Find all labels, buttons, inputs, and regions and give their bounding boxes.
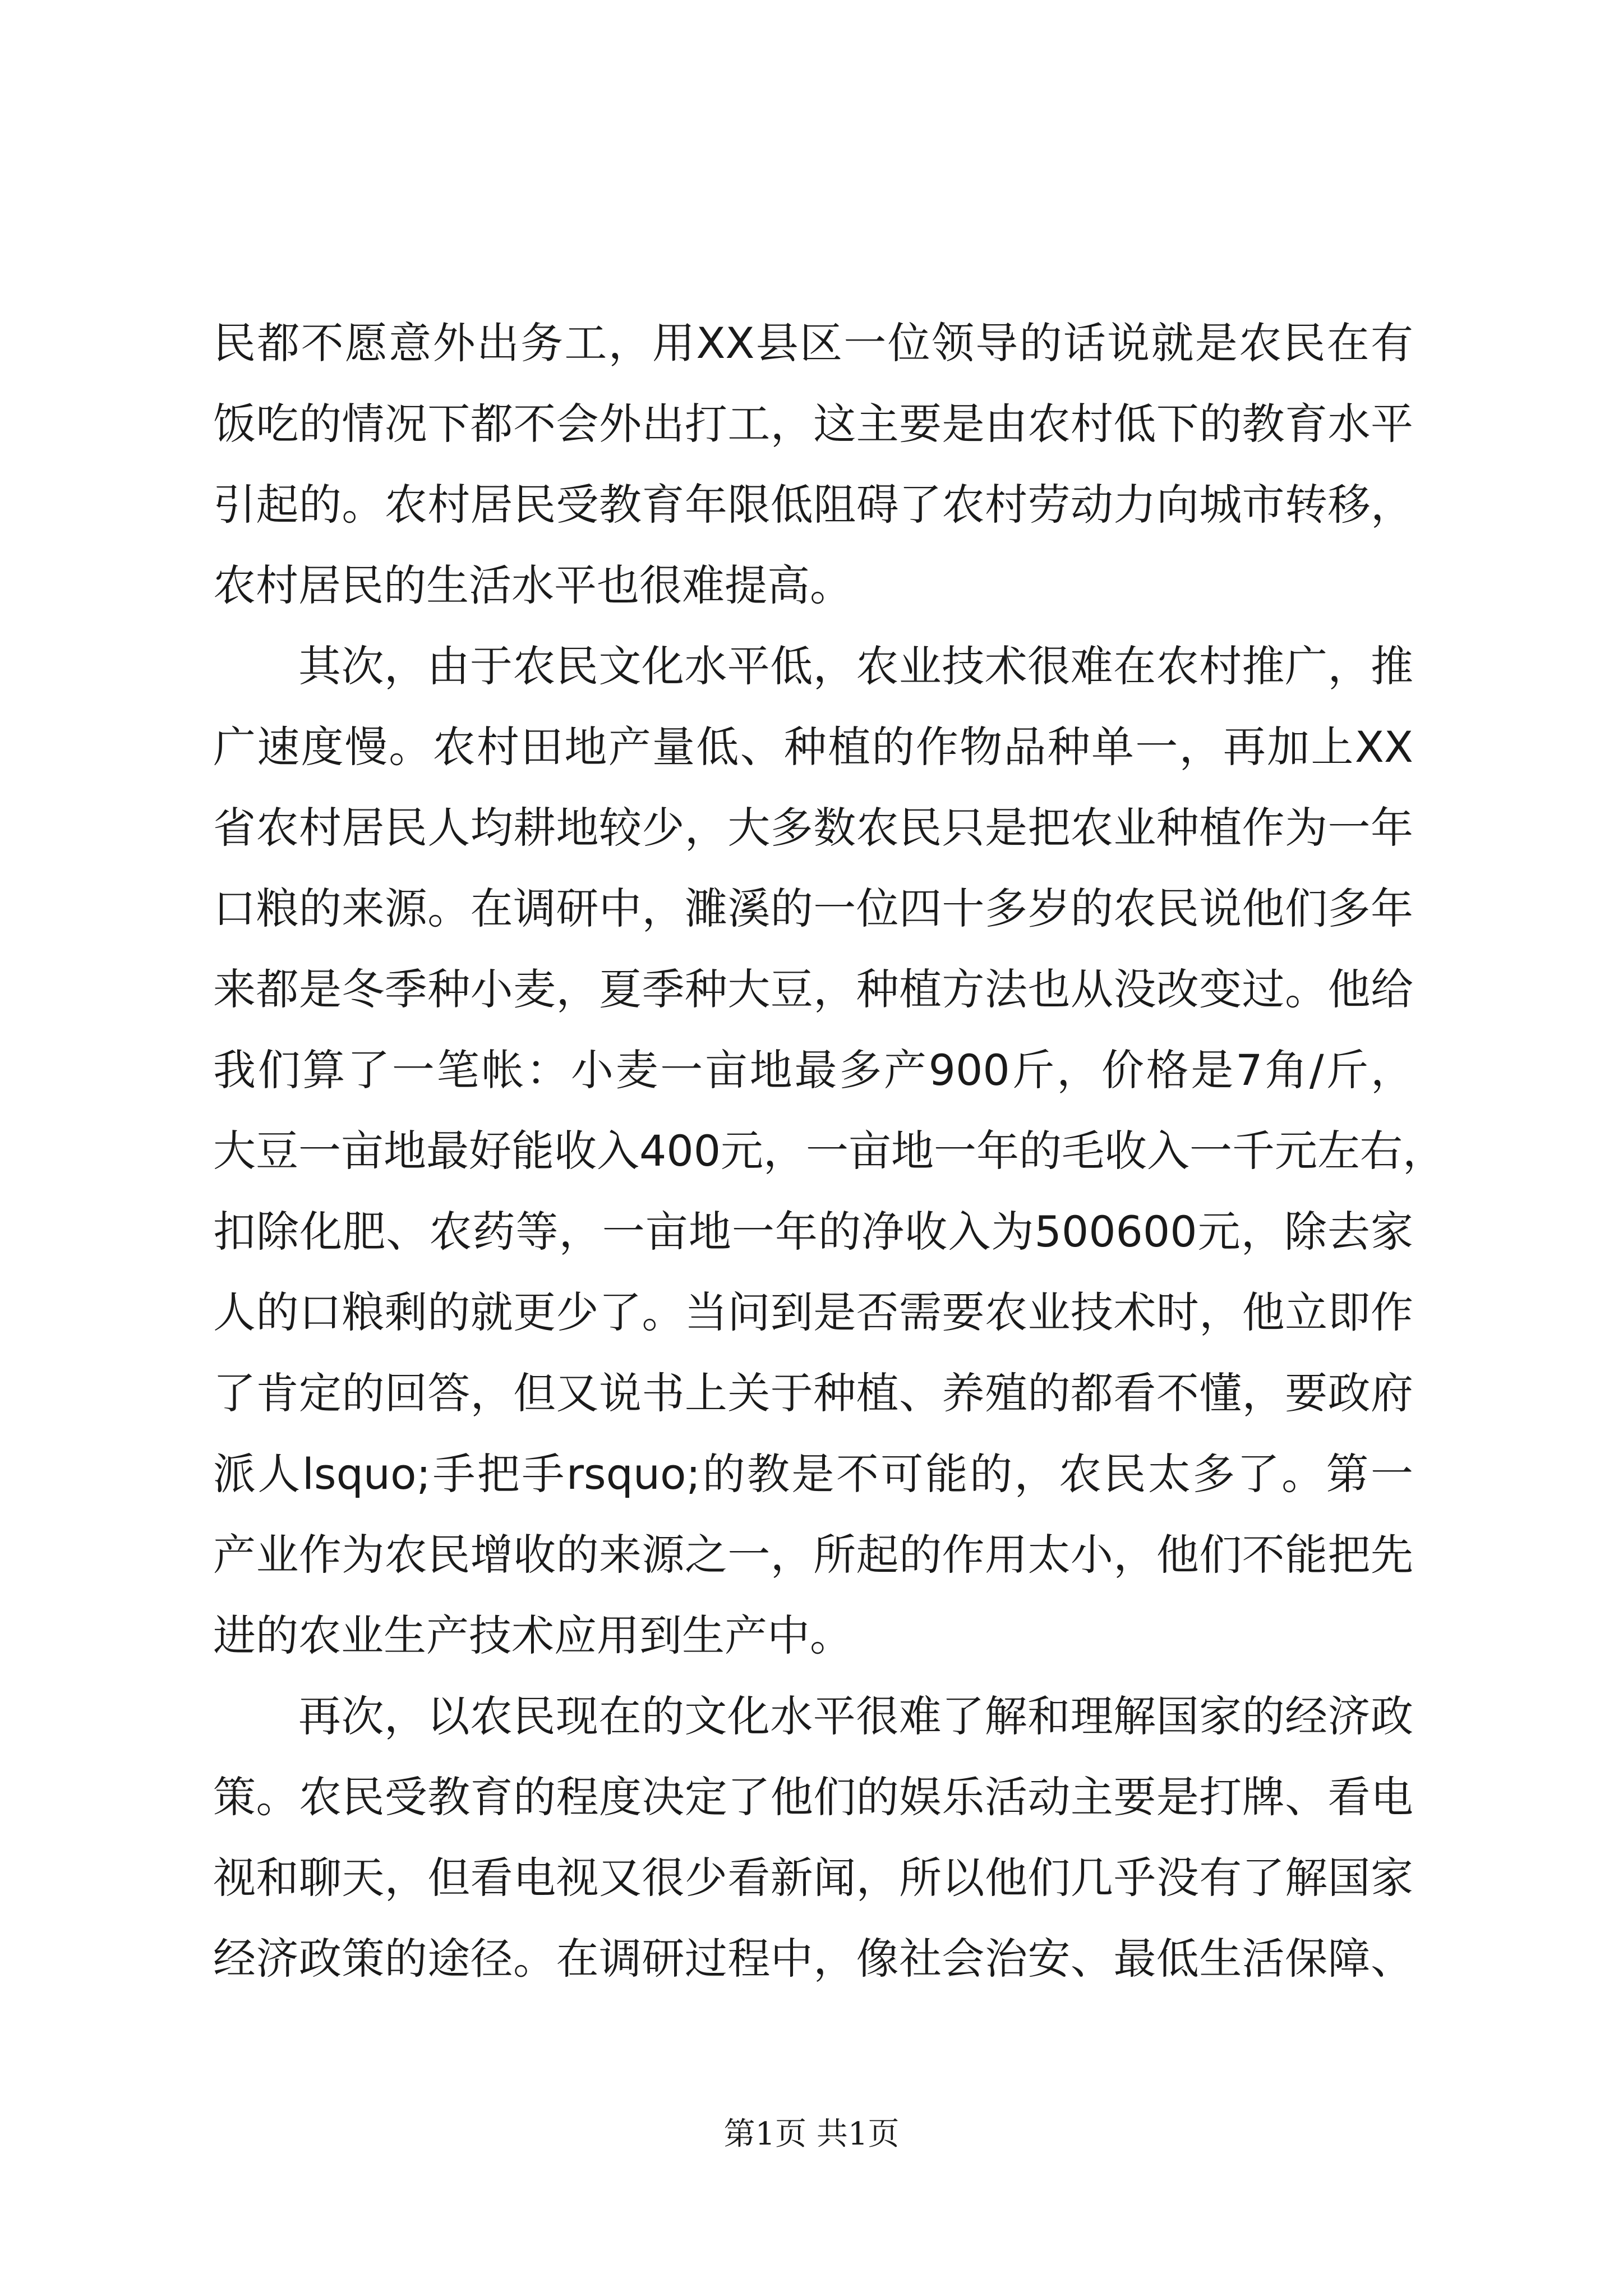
paragraph xyxy=(213,626,1446,1676)
text-line: 产业作为农民增收的来源之一，所起的作用太小，他们不能把先 xyxy=(213,1530,1413,1580)
text-line: 饭吃的情况下都不会外出打工，这主要是由农村低下的教育水平 xyxy=(213,399,1413,449)
text-line: 进的农业生产技术应用到生产中。 xyxy=(213,1611,852,1660)
text-line: 我们算了一笔帐：小麦一亩地最多产900斤，价格是7角/斤， xyxy=(213,1045,1413,1095)
text-line: 民都不愿意外出务工，用XX县区一位领导的话说就是农民在有 xyxy=(213,318,1413,368)
text-line: 经济政策的途径。在调研过程中，像社会治安、最低生活保障、 xyxy=(213,1934,1413,1984)
paragraph xyxy=(213,303,1413,626)
document-body xyxy=(213,303,1446,1999)
page-number-footer: 第1页 共1页 xyxy=(723,2116,900,2152)
text-line: 口粮的来源。在调研中，濉溪的一位四十多岁的农民说他们多年 xyxy=(213,884,1413,933)
text-line: 扣除化肥、农药等，一亩地一年的净收入为500600元，除去家 xyxy=(213,1207,1413,1257)
text-line: 再次，以农民现在的文化水平很难了解和理解国家的经济政 xyxy=(298,1691,1413,1741)
text-line: 策。农民受教育的程度决定了他们的娱乐活动主要是打牌、看电 xyxy=(213,1772,1413,1822)
text-line: 引起的。农村居民受教育年限低阻碍了农村劳动力向城市转移， xyxy=(213,480,1413,530)
text-line: 省农村居民人均耕地较少，大多数农民只是把农业种植作为一年 xyxy=(213,803,1413,853)
text-line: 派人lsquo;手把手rsquo;的教是不可能的，农民太多了。第一 xyxy=(213,1449,1413,1499)
paragraph xyxy=(213,1676,1413,1999)
text-line: 大豆一亩地最好能收入400元，一亩地一年的毛收入一千元左右， xyxy=(213,1126,1446,1176)
text-line: 其次，由于农民文化水平低，农业技术很难在农村推广，推 xyxy=(298,641,1413,691)
text-line: 来都是冬季种小麦，夏季种大豆，种植方法也从没改变过。他给 xyxy=(213,964,1413,1014)
text-line: 视和聊天，但看电视又很少看新闻，所以他们几乎没有了解国家 xyxy=(213,1853,1413,1903)
text-line: 了肯定的回答，但又说书上关于种植、养殖的都看不懂，要政府 xyxy=(213,1368,1413,1418)
text-line: 广速度慢。农村田地产量低、种植的作物品种单一，再加上XX xyxy=(213,722,1413,772)
text-line: 人的口粮剩的就更少了。当问到是否需要农业技术时，他立即作 xyxy=(213,1287,1413,1337)
text-line: 农村居民的生活水平也很难提高。 xyxy=(213,560,852,610)
